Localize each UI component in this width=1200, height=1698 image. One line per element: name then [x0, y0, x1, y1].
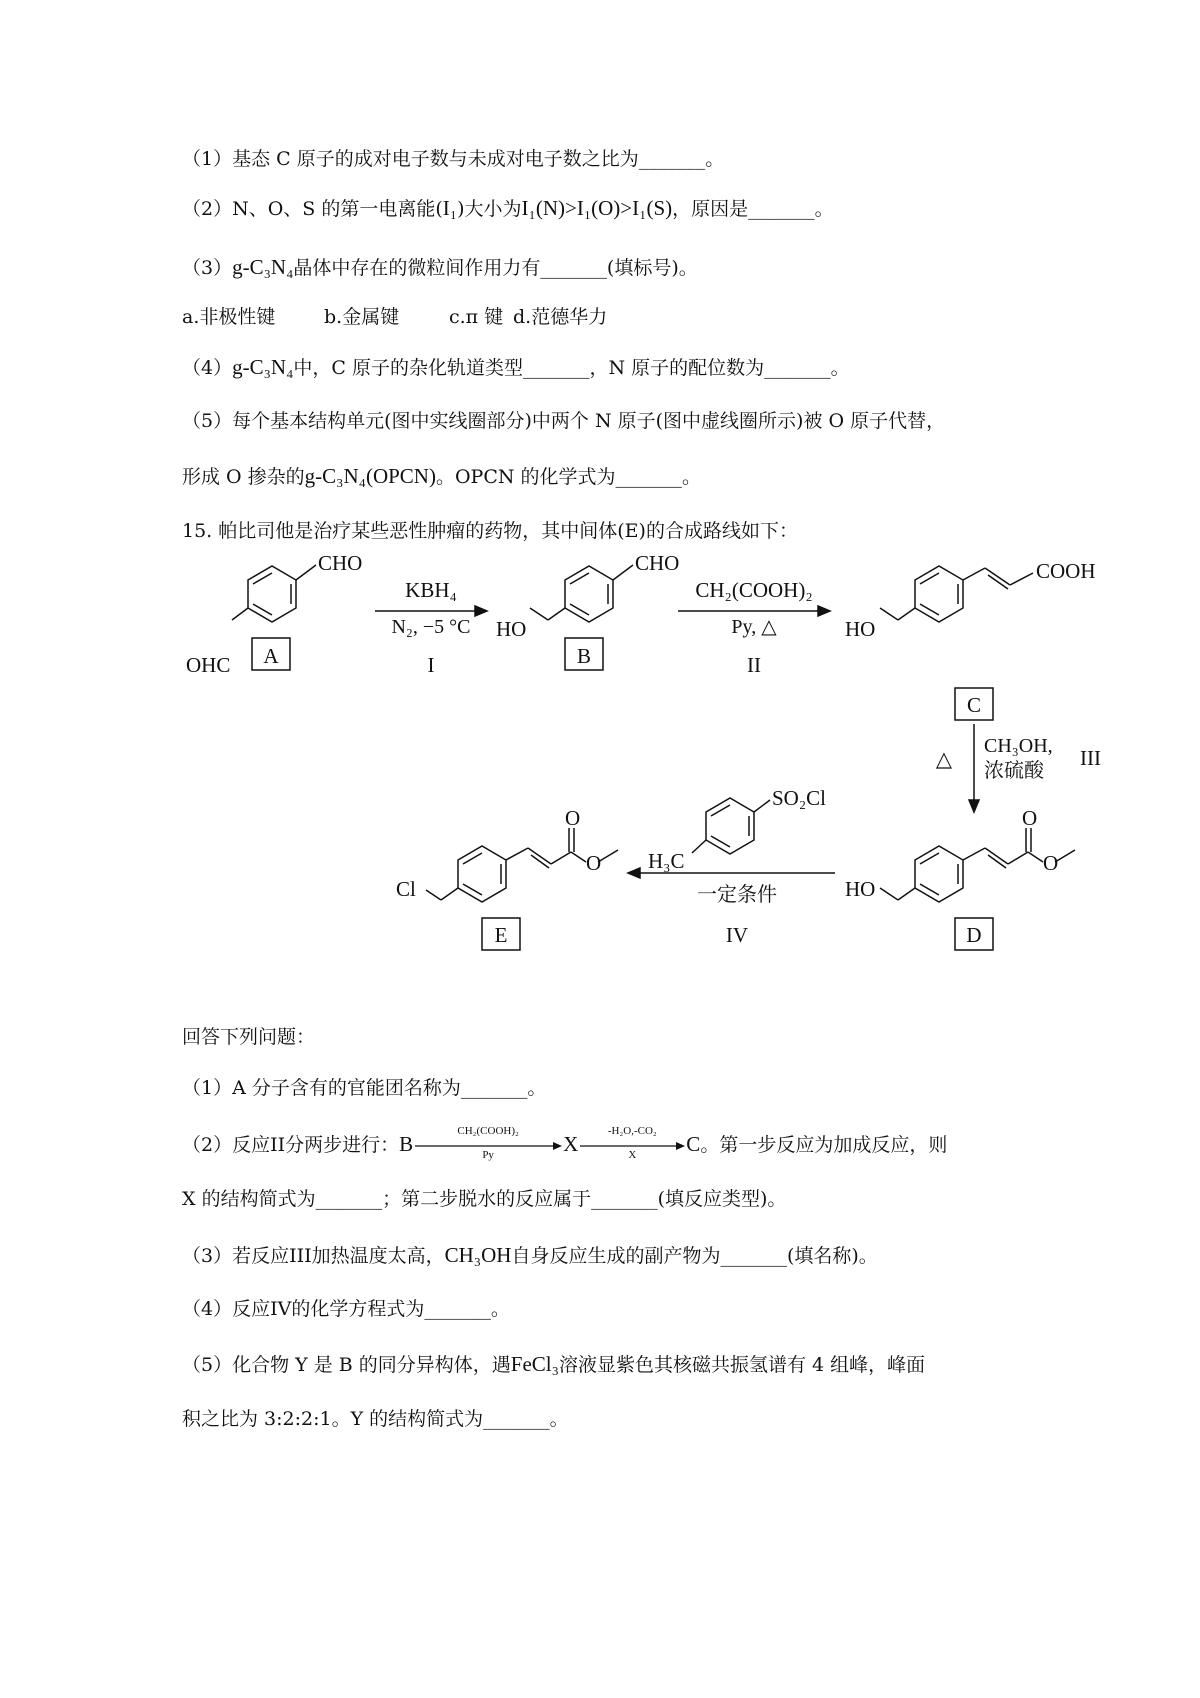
q14-4-label: （4）: [182, 357, 233, 379]
q15-4-label: （4）: [182, 1298, 233, 1320]
label-cho-a: CHO: [318, 551, 363, 575]
q14-5b-pre: 形成 O 掺杂的: [182, 466, 305, 488]
option-c: c.π 键: [449, 306, 504, 328]
q15-1: [182, 1077, 546, 1100]
option-a: a.非极性键: [182, 306, 276, 328]
label-e: E: [494, 923, 508, 947]
q15-2: [182, 1125, 948, 1161]
benzene-ring-c: [880, 566, 1033, 622]
label-d: D: [966, 923, 982, 947]
label-o-d-carbonyl: O: [1022, 806, 1038, 830]
inline-arrow-2-top: -H₂O,-CO₂: [607, 1125, 657, 1137]
benzene-ring-a: [232, 565, 316, 622]
ionization-order: I₁(N)>I₁(O)>I₁(S): [521, 196, 673, 220]
q15-5-formula: FeCl₃: [510, 1352, 559, 1376]
q14-4-formula: g-C₃N₄: [232, 355, 294, 379]
step2-label: II: [747, 653, 761, 677]
q14-3-text: 晶体中存在的微粒间作用力有_______(填标号)。: [293, 257, 698, 279]
q15-5-pre: 化合物 Y 是 B 的同分异构体，遇: [232, 1354, 511, 1376]
label-ho-c: HO: [845, 617, 876, 641]
q15-2-post: 。第一步反应为加成反应，则: [700, 1134, 948, 1156]
q15-2b-text: X 的结构简式为_______；第二步脱水的反应属于_______(填反应类型)。: [182, 1188, 787, 1210]
step1-conditions: N₂, −5 °C: [391, 616, 471, 638]
q14-2-mid: )大小为: [457, 198, 522, 220]
q15-3-post: 自身反应生成的副产物为_______(填名称)。: [511, 1245, 878, 1267]
label-a: A: [263, 644, 279, 668]
q14-3-formula: g-C₃N₄: [232, 255, 294, 279]
q15-4-text: 反应IV的化学方程式为_______。: [232, 1298, 510, 1320]
q14-1-label: （1）: [182, 148, 233, 170]
q14-4-text: 中，C 原子的杂化轨道类型_______，N 原子的配位数为_______。: [293, 357, 850, 379]
ionization-symbol: I₁: [442, 196, 458, 220]
label-so2cl: SO₂Cl: [772, 786, 827, 810]
q14-5b-formula: g-C₃N₄(OPCN): [304, 464, 436, 488]
step2-reagent: CH₂(COOH)₂: [695, 578, 813, 602]
q15-1-label: （1）: [182, 1077, 233, 1099]
label-h3c: H₃C: [648, 849, 685, 873]
benzene-ring-b: [530, 565, 633, 622]
q15-2-c: C: [686, 1132, 701, 1156]
q14-2-label: （2）: [182, 198, 233, 220]
label-cho-b: CHO: [635, 551, 680, 575]
inline-arrow-2-bottom: X: [628, 1149, 637, 1161]
label-ohc: OHC: [186, 653, 231, 677]
q15-2-pre: 反应II分两步进行：: [232, 1134, 400, 1156]
q15-5b-text: 积之比为 3:2:2:1。Y 的结构简式为_______。: [182, 1408, 569, 1430]
q15-5: [182, 1352, 925, 1377]
label-o-e-carbonyl: O: [565, 806, 581, 830]
label-cooh: COOH: [1036, 559, 1096, 583]
q15-2-label: （2）: [182, 1134, 233, 1156]
q14-2-pre: N、O、S 的第一电离能(: [232, 198, 443, 220]
step1-reagent: KBH₄: [405, 578, 457, 602]
tosyl-chloride-ring: [692, 798, 770, 854]
step3-heat: △: [935, 747, 953, 771]
option-b: b.金属键: [324, 306, 400, 328]
answer-intro-text: 回答下列问题：: [182, 1026, 316, 1048]
label-o-d-ester: O: [1043, 851, 1059, 875]
q15-intro-text: 15. 帕比司他是治疗某些恶性肿瘤的药物，其中间体(E)的合成路线如下：: [182, 520, 798, 542]
q14-5b-post: 。OPCN 的化学式为_______。: [435, 466, 702, 488]
q15-2-b: B: [399, 1132, 414, 1156]
q15-3-pre: 若反应III加热温度太高，: [232, 1245, 445, 1267]
q15-2b: [182, 1188, 786, 1211]
inline-arrow-1-top: CH₂(COOH)₂: [457, 1125, 519, 1137]
step4-label: IV: [725, 923, 749, 947]
q14-2-post: ，原因是_______。: [672, 198, 834, 220]
q15-3-formula: CH₃OH: [444, 1243, 512, 1267]
q14-5-text: 每个基本结构单元(图中实线圈部分)中两个 N 原子(图中虚线圈所示)被 O 原子代替，: [232, 410, 946, 432]
q14-3-label: （3）: [182, 257, 233, 279]
q15-3: [182, 1243, 878, 1268]
step1-label: I: [427, 653, 435, 677]
step2-conditions: Py, △: [731, 616, 777, 638]
inline-arrow-1-bottom: Py: [482, 1149, 494, 1161]
step4-conditions: 一定条件: [697, 882, 777, 906]
q15-5b: [182, 1408, 569, 1431]
step3-reagent: CH₃OH,: [984, 735, 1053, 757]
label-c: C: [966, 693, 982, 717]
label-ho-d: HO: [845, 877, 876, 901]
label-ho-b: HO: [496, 617, 527, 641]
label-cl: Cl: [396, 877, 416, 901]
q15-1-text: A 分子含有的官能团名称为_______。: [232, 1077, 547, 1099]
q14-5-label: （5）: [182, 410, 233, 432]
step3-label: III: [1080, 746, 1101, 770]
label-o-e-ester: O: [586, 851, 602, 875]
q15-3-label: （3）: [182, 1245, 233, 1267]
step3-conditions: 浓硫酸: [984, 758, 1044, 782]
q15-5-label: （5）: [182, 1354, 233, 1376]
q15-5-post: 溶液显紫色其核磁共振氢谱有 4 组峰，峰面: [558, 1354, 926, 1376]
q15-answer-intro: [182, 1026, 315, 1049]
q15-2-x: X: [563, 1132, 579, 1156]
inline-arrow-1: [413, 1125, 563, 1161]
q15-4: [182, 1298, 510, 1321]
option-d: d.范德华力: [513, 306, 608, 328]
inline-arrow-2: [578, 1125, 686, 1161]
label-b: B: [576, 644, 592, 668]
q14-1-text: 基态 C 原子的成对电子数与未成对电子数之比为_______。: [232, 148, 725, 170]
